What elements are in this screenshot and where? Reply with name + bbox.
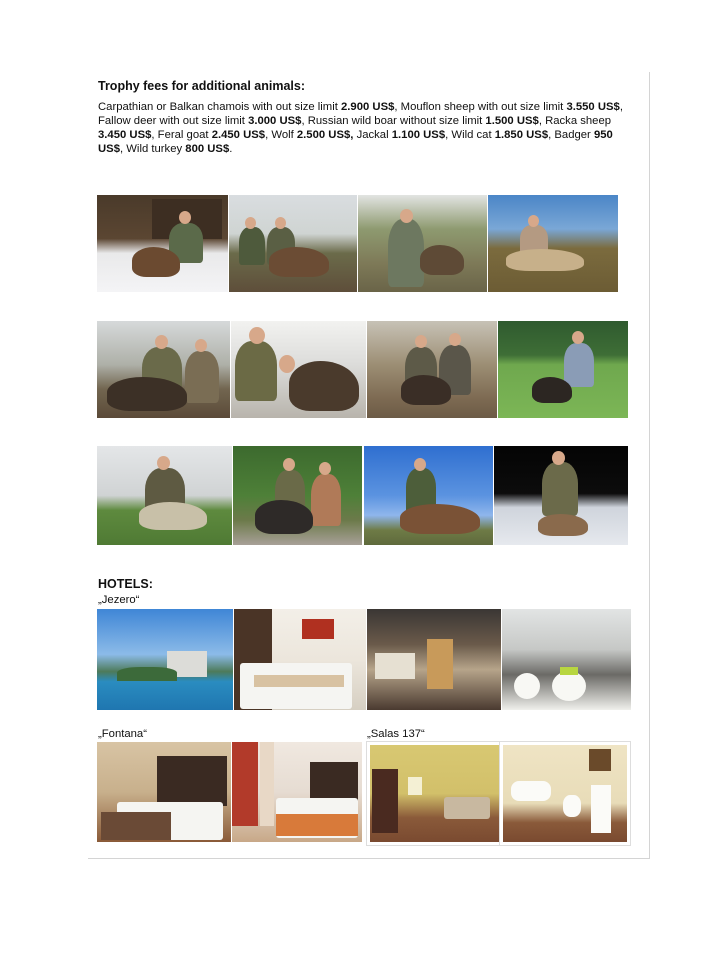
hotel-photo [97, 609, 233, 710]
trophy-photo [358, 195, 487, 292]
trophy-photo [229, 195, 357, 292]
hotel-photo [367, 742, 502, 845]
fee-item: Russian wild boar without size limit 1.500 US$, [307, 115, 546, 127]
trophy-photo [97, 446, 232, 545]
fee-item: Feral goat 2.450 US$, [157, 129, 272, 141]
hotel-photo [502, 609, 631, 710]
trophy-photo [97, 195, 228, 292]
hotel-name-salas: „Salas 137“ [367, 728, 425, 740]
fee-item: Mouflon sheep with out size limit 3.550 US$, [400, 101, 623, 113]
hotels-heading: HOTELS: [98, 577, 153, 591]
trophy-fees-paragraph [98, 100, 633, 156]
fee-item: Badger 950 US$, [98, 129, 613, 155]
fee-item: Carpathian or Balkan chamois with out size limit 2.900 US$, [98, 101, 401, 113]
hotel-name-fontana: „Fontana“ [98, 728, 147, 740]
fee-item: Wolf 2.500 US$, [271, 129, 354, 141]
hotel-photo [234, 609, 366, 710]
hotel-name-jezero: „Jezero“ [98, 594, 140, 606]
trophy-fees-heading: Trophy fees for additional animals: [98, 79, 305, 93]
hotel-photo [500, 742, 630, 845]
trophy-photo [494, 446, 628, 545]
trophy-photo [498, 321, 628, 418]
fee-item: Fallow deer with out size limit 3.000 US$, [98, 115, 308, 127]
fee-item: Wild turkey 800 US$. [126, 143, 233, 155]
fee-item: Jackal 1.100 US$, [356, 129, 452, 141]
trophy-photo [231, 321, 366, 418]
trophy-photo [233, 446, 362, 545]
fee-item: Racka sheep 3.450 US$, [98, 115, 612, 141]
hotel-photo [232, 742, 362, 842]
trophy-photo [97, 321, 230, 418]
trophy-photo [364, 446, 493, 545]
hotel-photo [367, 609, 501, 710]
hotel-photo [97, 742, 231, 842]
fee-item: Wild cat 1.850 US$, [451, 129, 555, 141]
trophy-photo [488, 195, 618, 292]
trophy-photo [367, 321, 497, 418]
